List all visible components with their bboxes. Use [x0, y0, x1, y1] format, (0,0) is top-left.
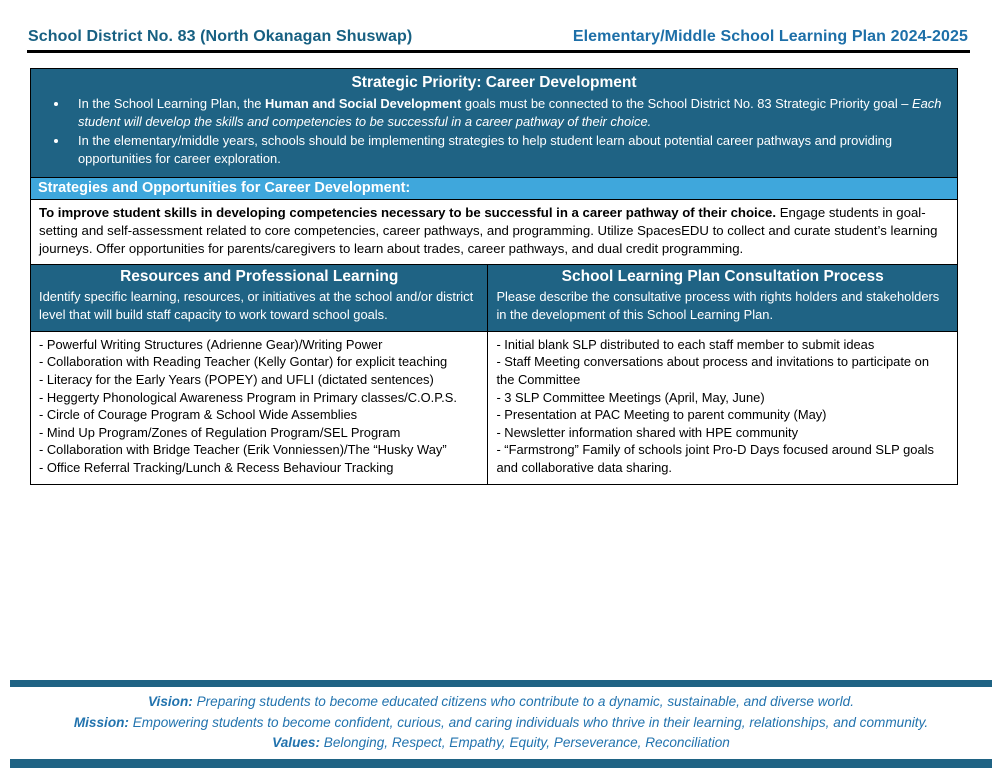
learning-plan-table	[30, 68, 958, 485]
header-divider	[27, 50, 970, 53]
bullet-text: In the elementary/middle years, schools should be implementing strategies to help student learn about potential career pathways and providing opportunities for career exploration.	[78, 133, 893, 166]
consultation-item: - Newsletter information shared with HPE community	[496, 424, 799, 440]
consultation-item: - Staff Meeting conversations about process and invitations to participate on the Committee	[496, 354, 930, 387]
values-label: Values:	[272, 735, 321, 750]
values-line	[0, 733, 1002, 754]
strategies-section-header: Strategies and Opportunities for Career Development:	[31, 178, 957, 200]
bullet-text-bold: Human and Social Development	[265, 96, 462, 111]
consultation-item: - Presentation at PAC Meeting to parent community (May)	[496, 407, 827, 423]
bullet-item	[69, 95, 947, 130]
values-text: Belonging, Respect, Empathy, Equity, Perseverance, Reconciliation	[320, 735, 730, 750]
bullet-item	[69, 132, 947, 167]
strategies-detail-text: Engage students in goal-setting and self-assessment related to core competencies, career pathways, and programming. Utilize SpacesEDU to collect and curate student’s learning journeys. Offer opportunities for parents/caregivers to learn about trades, career pathways, and dual credit programming.	[39, 205, 938, 257]
strategic-priority-section	[31, 69, 957, 178]
resource-item: - Collaboration with Reading Teacher (Kelly Gontar) for explicit teaching	[39, 354, 448, 370]
footer-divider-top	[10, 680, 992, 687]
strategic-priority-title: Strategic Priority: Career Development	[351, 74, 637, 91]
document-header	[28, 28, 968, 46]
district-statements	[0, 692, 1002, 754]
resources-header-cell	[31, 265, 488, 330]
strategies-goal-statement: To improve student skills in developing competencies necessary to be successful in a career pathway of their choice.	[39, 205, 777, 221]
footer-divider-bottom	[10, 759, 992, 768]
consultation-header-cell	[488, 265, 957, 330]
column-body-row	[31, 332, 957, 485]
resource-item: - Collaboration with Bridge Teacher (Erik Vonniessen)/The “Husky Way”	[39, 442, 447, 458]
vision-line	[0, 692, 1002, 713]
resources-list	[31, 332, 488, 485]
consultation-item: - Initial blank SLP distributed to each staff member to submit ideas	[496, 336, 875, 352]
resources-description: Identify specific learning, resources, or initiatives at the school and/or district level that will build staff capacity to work toward school goals.	[39, 289, 474, 322]
consultation-item: - 3 SLP Committee Meetings (April, May, June)	[496, 389, 765, 405]
vision-label: Vision:	[148, 694, 193, 709]
resource-item: - Powerful Writing Structures (Adrienne Gear)/Writing Power	[39, 336, 383, 352]
vision-text: Preparing students to become educated citizens who contribute to a dynamic, sustainable, and diverse world.	[192, 694, 854, 709]
resource-item: - Mind Up Program/Zones of Regulation Program/SEL Program	[39, 424, 401, 440]
resource-item: - Heggerty Phonological Awareness Program in Primary classes/C.O.P.S.	[39, 389, 457, 405]
column-headers-row	[31, 265, 957, 331]
resources-title: Resources and Professional Learning	[120, 268, 399, 286]
mission-line	[0, 713, 1002, 734]
resource-item: - Literacy for the Early Years (POPEY) and UFLI (dictated sentences)	[39, 371, 434, 387]
consultation-title: School Learning Plan Consultation Process	[561, 268, 884, 286]
plan-title: Elementary/Middle School Learning Plan 2024-2025	[572, 28, 968, 45]
bullet-text-italic: Each student will develop the skills and competencies to be successful in a career pathway of their choice.	[78, 96, 942, 129]
strategies-paragraph	[31, 200, 957, 265]
resource-item: - Office Referral Tracking/Lunch & Recess Behaviour Tracking	[39, 459, 394, 475]
mission-label: Mission:	[73, 714, 129, 730]
bullet-text-prefix: In the School Learning Plan, the	[78, 96, 266, 111]
consultation-item: - “Farmstrong” Family of schools joint Pro-D Days focused around SLP goals and collaborative data sharing.	[496, 442, 934, 475]
consultation-list	[488, 332, 957, 485]
bullet-text-middle: goals must be connected to the School District No. 83 Strategic Priority goal –	[461, 96, 913, 111]
resource-item: - Circle of Courage Program & School Wide Assemblies	[39, 407, 358, 423]
consultation-description: Please describe the consultative process with rights holders and stakeholders in the development of this School Learning Plan.	[496, 289, 940, 322]
district-title: School District No. 83 (North Okanagan Shuswap)	[28, 28, 413, 45]
strategic-priority-bullets	[41, 95, 947, 167]
mission-text: Empowering students to become confident, curious, and caring individuals who thrive in their learning, relationships, and community.	[128, 714, 929, 730]
